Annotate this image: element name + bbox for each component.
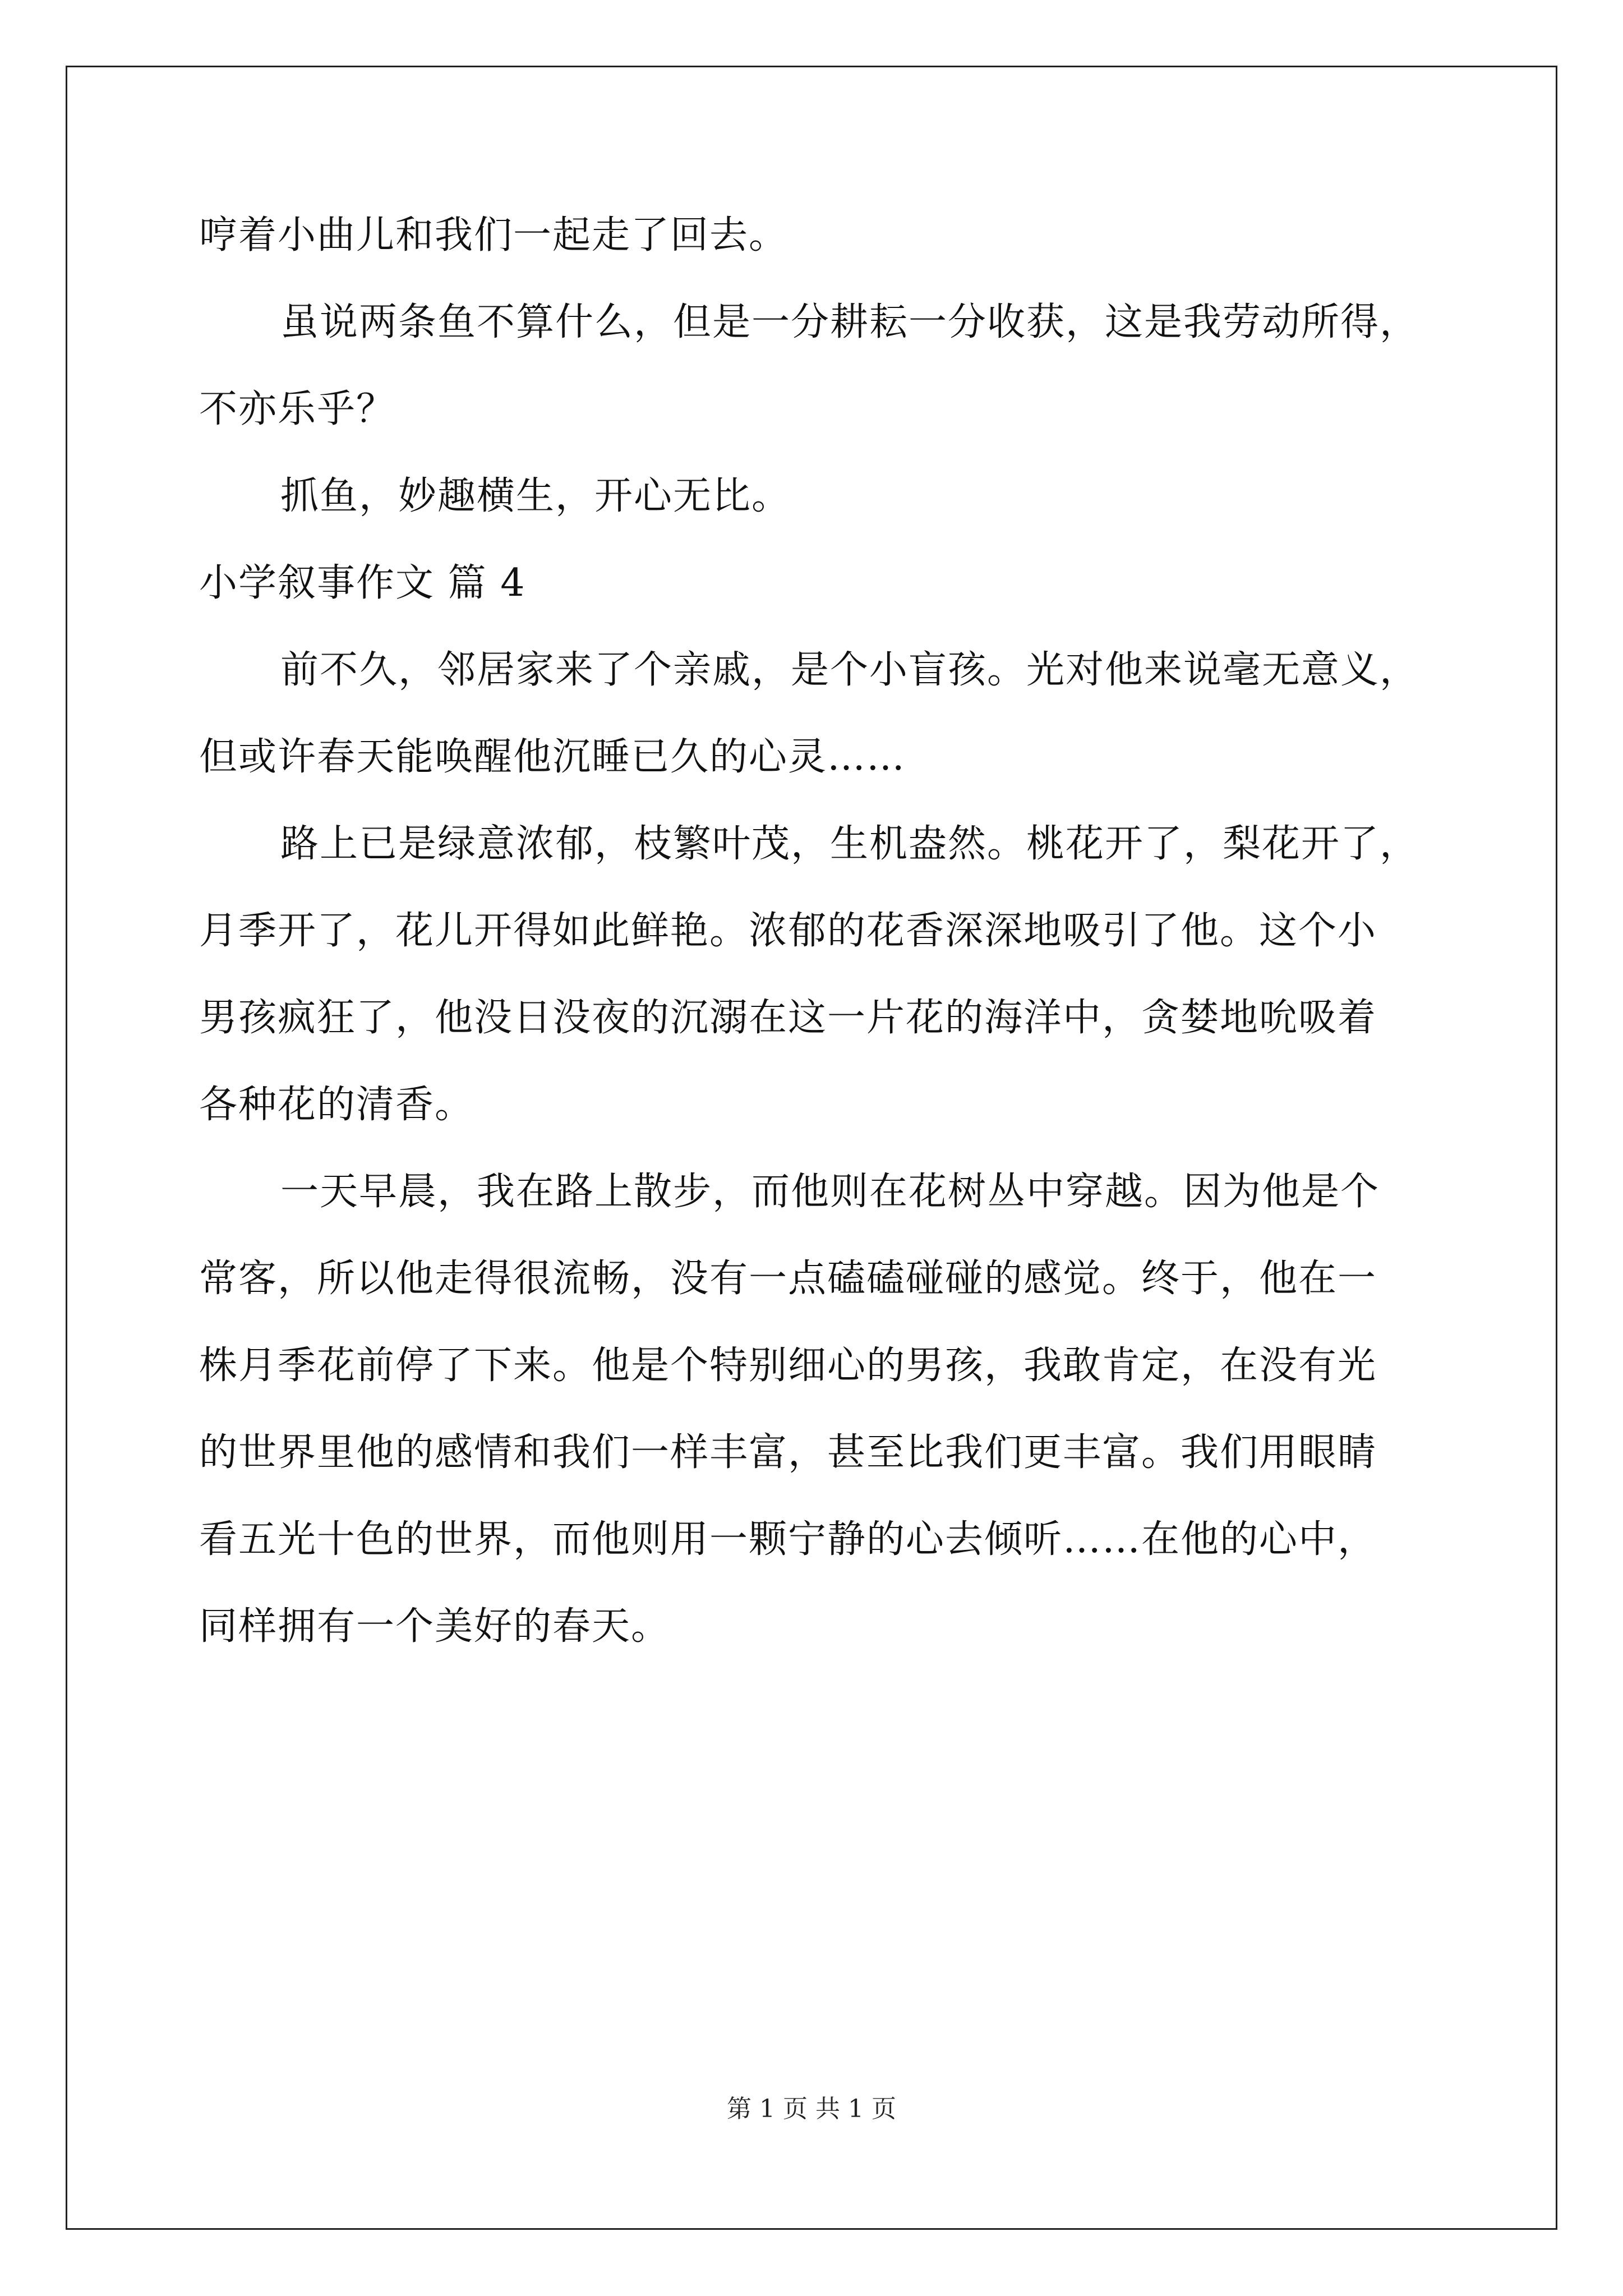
text-line: 常客，所以他走得很流畅，没有一点磕磕碰碰的感觉。终于，他在一 (199, 1257, 1377, 1301)
paragraph-line: 前不久，邻居家来了个亲戚，是个小盲孩。光对他来说毫无意义， (280, 648, 1419, 692)
text-line: 同样拥有一个美好的春天。 (199, 1604, 671, 1649)
text-line: 看五光十色的世界，而他则用一颗宁静的心去倾听……在他的心中， (199, 1517, 1377, 1562)
page-footer: 第 1 页 共 1 页 (727, 2095, 896, 2123)
section-heading: 小学叙事作文 篇 4 (199, 561, 526, 605)
paragraph-line: 虽说两条鱼不算什么，但是一分耕耘一分收获，这是我劳动所得， (280, 300, 1419, 344)
paragraph-line: 抓鱼，妙趣横生，开心无比。 (280, 474, 791, 518)
text-line: 各种花的清香。 (199, 1083, 474, 1127)
text-line: 不亦乐乎？ (199, 387, 396, 431)
paragraph-line: 路上已是绿意浓郁，枝繁叶茂，生机盎然。桃花开了，梨花开了， (280, 822, 1419, 866)
text-line: 但或许春天能唤醒他沉睡已久的心灵…… (199, 735, 906, 779)
text-line: 月季开了，花儿开得如此鲜艳。浓郁的花香深深地吸引了他。这个小 (199, 909, 1377, 953)
text-line: 的世界里他的感情和我们一样丰富，甚至比我们更丰富。我们用眼睛 (199, 1430, 1377, 1475)
text-line: 哼着小曲儿和我们一起走了回去。 (199, 213, 789, 257)
text-line: 株月季花前停了下来。他是个特别细心的男孩，我敢肯定，在没有光 (199, 1343, 1377, 1388)
text-line: 男孩疯狂了，他没日没夜的沉溺在这一片花的海洋中，贪婪地吮吸着 (199, 996, 1377, 1040)
paragraph-line: 一天早晨，我在路上散步，而他则在花树丛中穿越。因为他是个 (280, 1170, 1380, 1214)
